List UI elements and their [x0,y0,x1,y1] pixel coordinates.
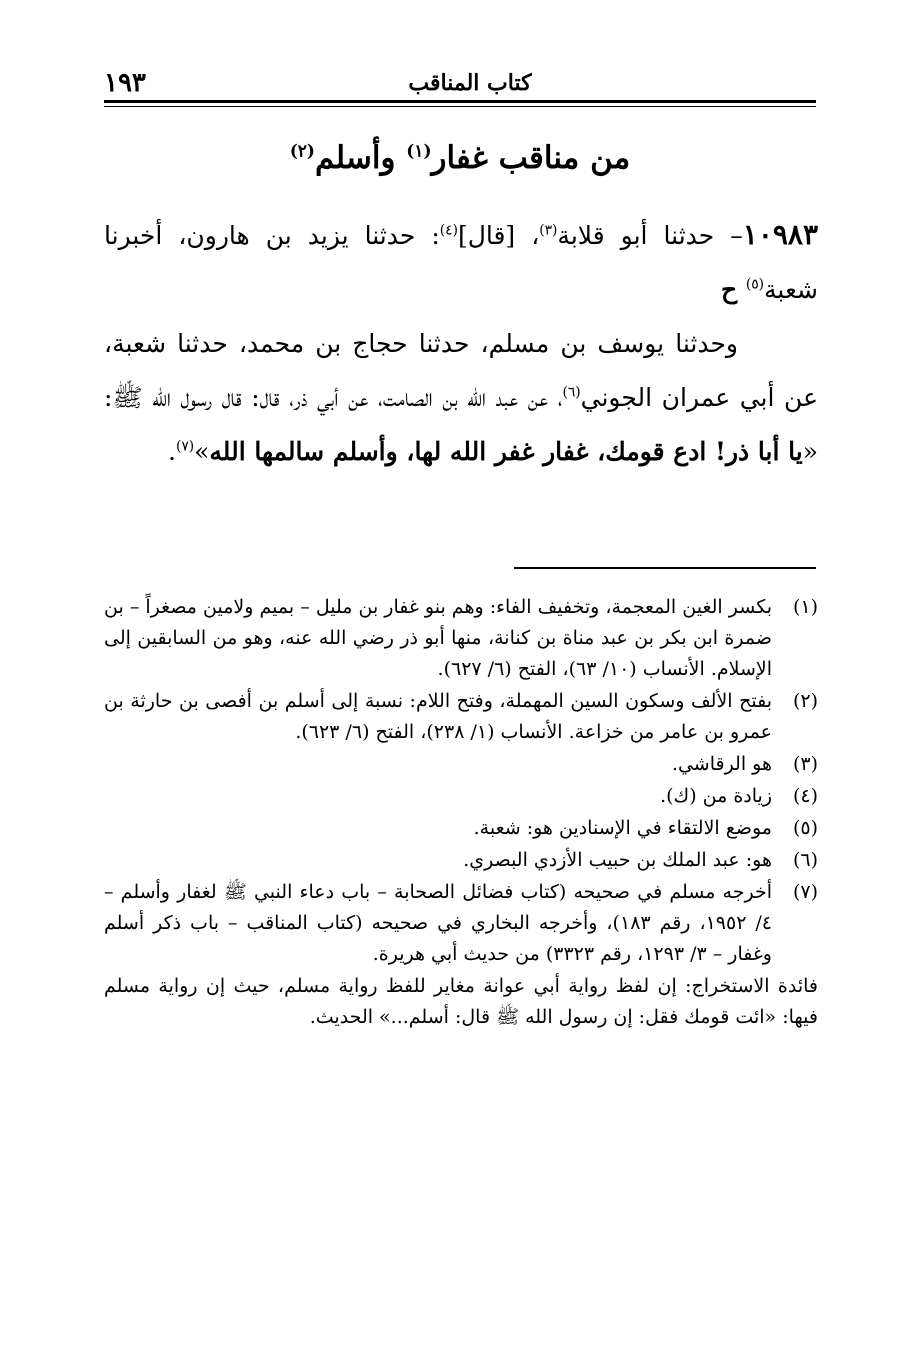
footnote-text: زيادة من (ك). [660,785,772,807]
isnad-text-b: ، [قال] [457,221,540,250]
hadith-matn: يا أبا ذر! ادع قومك، غفار غفر الله لها، وأسلم سالمها الله [209,437,803,466]
footnote-number: (٦) [792,849,818,871]
footnote-5 [104,813,818,844]
footnote-number: (٢) [792,690,818,712]
isnad2-text-a: وحدثنا يوسف بن مسلم، حدثنا حجاج بن محمد، حدثنا شعبة، عن أبي عمران الجوني [104,329,818,412]
footnote-3 [104,749,818,780]
section-title-part2: وأسلم [314,140,396,176]
footnote-4 [104,781,818,812]
footnote-text: أخرجه مسلم في صحيحه (كتاب فضائل الصحابة – باب دعاء النبي ﷺ لغفار وأسلم – ٤/ ١٩٥٢، رقم ١٨٣)، وأخرجه البخاري في صحيحه (كتاب المناقب – باب ذكر أسلم وغفار – ٣/ ١٢٩٣، رقم ٣٣٢٣) من حديث أبي هريرة. [104,881,772,965]
footnote-text: بفتح الألف وسكون السين المهملة، وفتح اللام: نسبة إلى أسلم بن أفصى بن حارثة بن عمرو بن عامر من خزاعة. الأنساب (١/ ٢٣٨)، الفتح (٦/ ٦٢٣). [104,690,772,743]
header-rule-thin [104,106,816,107]
footnote-text: بكسر الغين المعجمة، وتخفيف الفاء: وهم بنو غفار بن مليل – بميم ولامين مصغراً – بن ضمرة ابن بكر بن عبد مناة بن كنانة، منها أبو ذر رضي الله عنه، وهو من السابقين إلى الإسلام. الأنساب (١٠/ ٦٣)، الفتح (٦/ ٦٢٧). [104,596,772,680]
footnote-mark-5: (٥) [745,276,765,293]
footnote-number: (٥) [792,817,818,839]
tahwil-mark: ح [721,275,746,304]
footnote-number: (٤) [792,785,818,807]
footnote-text: هو: عبد الملك بن حبيب الأزدي البصري. [463,849,772,871]
footnote-mark-2: (٢) [289,141,315,162]
final-period: . [168,437,176,466]
footnote-text: هو الرقاشي. [671,753,772,775]
hadith-body [104,208,818,479]
extraction-benefit [104,971,818,1033]
isnad-text-c: : حدثنا يزيد بن هارون، أخبرنا شعبة [104,221,818,304]
isnad2-text-b: ، عن عبد الله بن الصامت، عن أبي ذر، قال: قال رسول الله ﷺ: « [104,383,818,466]
section-heading [150,140,770,176]
footnote-text: موضع الالتقاء في الإسنادين هو: شعبة. [473,817,772,839]
footnote-number: (١) [792,596,818,618]
footnote-7 [104,877,818,970]
footnote-mark-6: (٦) [562,384,581,401]
footnote-mark-7: (٧) [175,438,195,455]
footnote-number: (٧) [792,881,818,903]
footnotes [104,592,818,1034]
footnote-1 [104,592,818,685]
quote-close: » [194,437,210,466]
footnote-separator [514,567,816,569]
hadith-isnad-1 [104,208,818,317]
isnad-text-a: – حدثنا أبو قلابة [557,221,743,250]
hadith-number: ١٠٩٨٣ [742,218,818,251]
footnote-mark-4: (٤) [439,222,458,239]
footnote-6 [104,845,818,876]
page-number: ١٩٣ [104,68,146,98]
section-title-part1: من مناقب غفار [431,140,631,176]
hadith-isnad-2 [104,317,818,479]
footnote-mark-3: (٣) [539,222,558,239]
footnote-number: (٣) [792,753,818,775]
footnote-mark-1: (١) [406,141,432,162]
benefit-text: فائدة الاستخراج: إن لفظ رواية أبي عوانة مغاير للفظ رواية مسلم، حيث إن رواية مسلم فيها: «ائت قومك فقل: إن رسول الله ﷺ قال: أسلم...» الحديث. [104,975,818,1028]
running-header-title: كتاب المناقب [408,70,532,96]
header-rule-thick [104,100,816,103]
footnote-2 [104,686,818,748]
